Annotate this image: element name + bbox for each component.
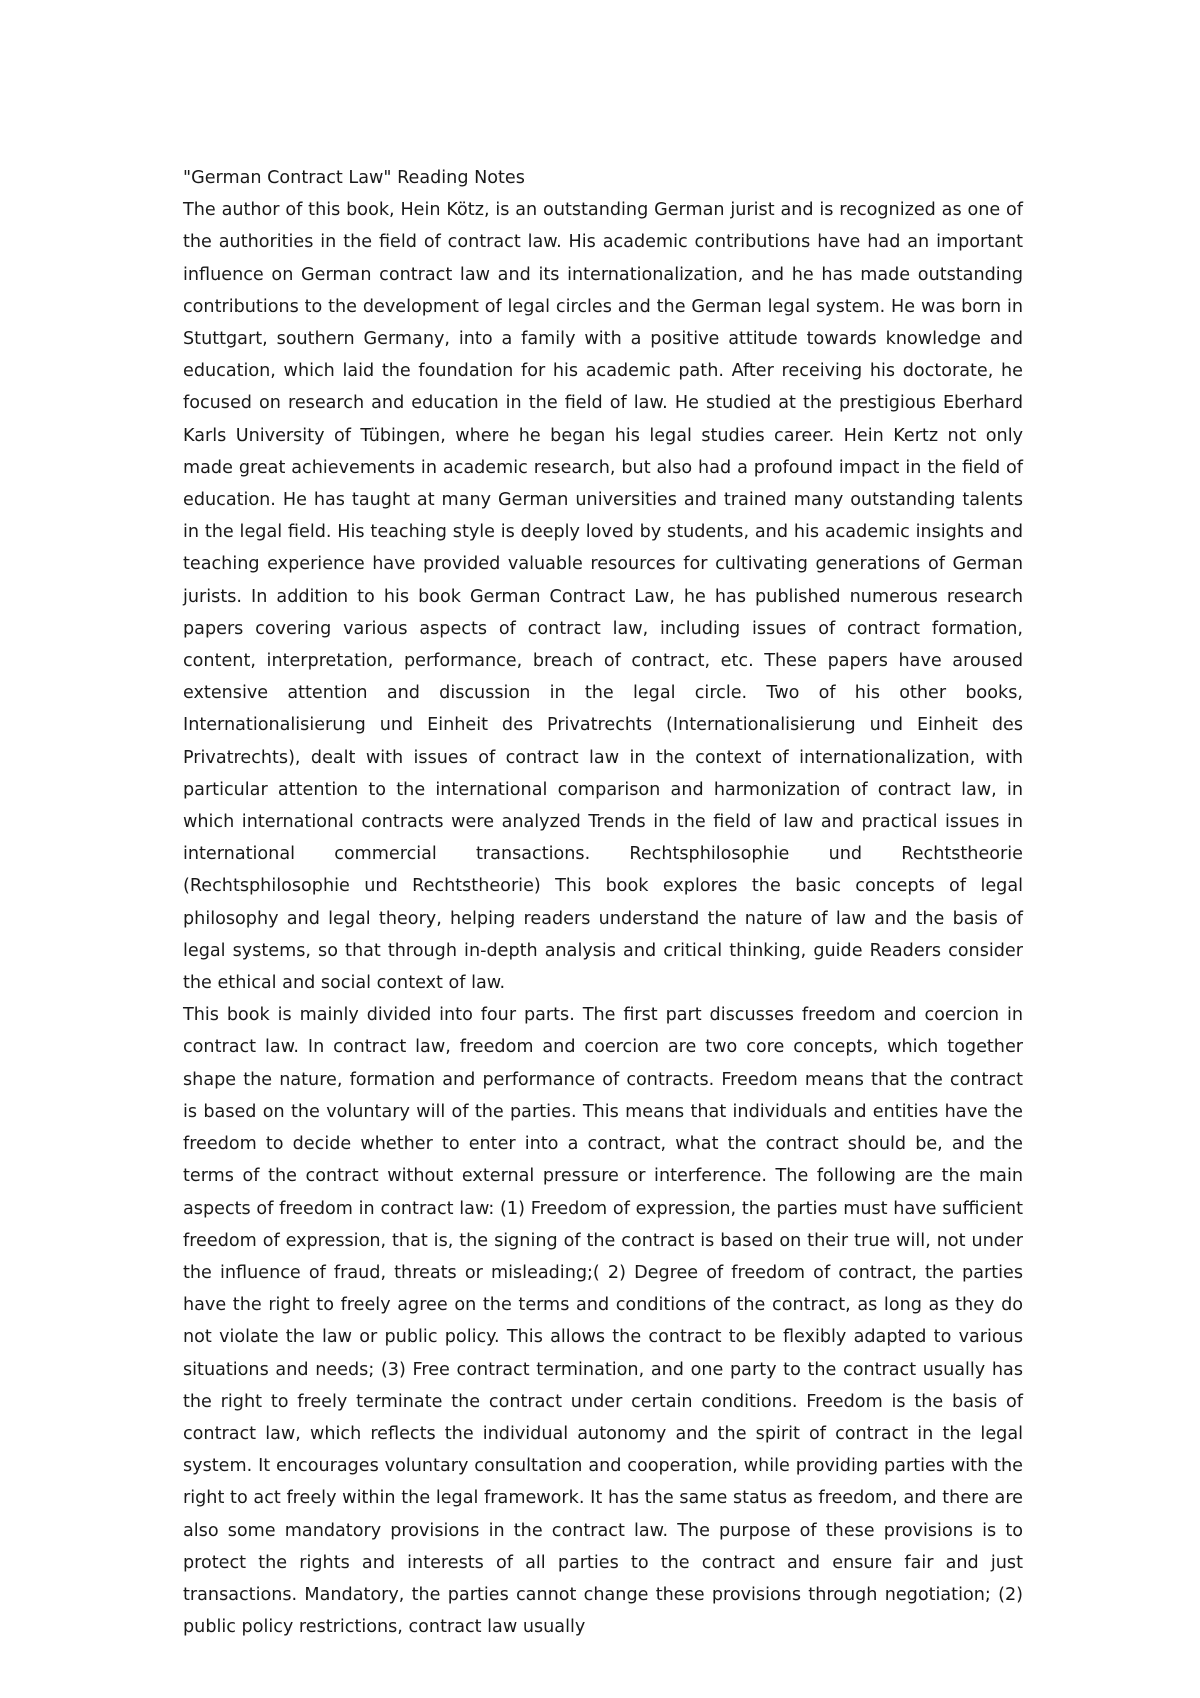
paragraph-author-background: The author of this book, Hein Kötz, is an outstanding German jurist and is recognized as one of the authorities in the field of contract law. His academic contributions have had an important influence on German contract law and its internationalization, and he has made outstanding contributions to the development of legal circles and the German legal system. He was born in Stuttgart, southern Germany, into a family with a positive attitude towards knowledge and education, which laid the foundation for his academic path. After receiving his doctorate, he focused on research and education in the field of law. He studied at the prestigious Eberhard Karls University of Tübingen, where he began his legal studies career. Hein Kertz not only made great achievements in academic research, but also had a profound impact in the field of education. He has taught at many German universities and trained many outstanding talents in the legal field. His teaching style is deeply loved by students, and his academic insights and teaching experience have provided valuable resources for cultivating generations of German jurists. In addition to his book German Contract Law, he has published numerous research papers covering various aspects of contract law, including issues of contract formation, content, interpretation, performance, breach of contract, etc. These papers have aroused extensive attention and discussion in the legal circle. Two of his other books, Internationalisierung und Einheit des Privatrechts (Internationalisierung und Einheit des Privatrechts), dealt with issues of contract law in the context of internationalization, with particular attention to the international comparison and harmonization of contract law, in which international contracts were analyzed Trends in the field of law and practical issues in international commercial transactions. Rechtsphilosophie und Rechtstheorie (Rechtsphilosophie und Rechtstheorie) This book explores the basic concepts of legal philosophy and legal theory, helping readers understand the nature of law and the basis of legal systems, so that through in-depth analysis and critical thinking, guide Readers consider the ethical and social context of law. xyxy=(183,200,1023,994)
paragraph-book-structure: This book is mainly divided into four parts. The first part discusses freedom and coercion in contract law. In contract law, freedom and coercion are two core concepts, which together shape the nature, formation and performance of contracts. Freedom means that the contract is based on the voluntary will of the parties. This means that individuals and entities have the freedom to decide whether to enter into a contract, what the contract should be, and the terms of the contract without external pressure or interference. The following are the main aspects of freedom in contract law: (1) Freedom of expression, the parties must have sufficient freedom of expression, that is, the signing of the contract is based on their true will, not under the influence of fraud, threats or misleading;( 2) Degree of freedom of contract, the parties have the right to freely agree on the terms and conditions of the contract, as long as they do not violate the law or public policy. This allows the contract to be flexibly adapted to various situations and needs; (3) Free contract termination, and one party to the contract usually has the right to freely terminate the contract under certain conditions. Freedom is the basis of contract law, which reflects the individual autonomy and the spirit of contract in the legal system. It encourages voluntary consultation and cooperation, while providing parties with the right to act freely within the legal framework. It has the same status as freedom, and there are also some mandatory provisions in the contract law. The purpose of these provisions is to protect the rights and interests of all parties to the contract and ensure fair and just transactions. Mandatory, the parties cannot change these provisions through negotiation; (2) public policy restrictions, contract law usually xyxy=(183,1005,1023,1638)
document-title: "German Contract Law" Reading Notes xyxy=(183,168,525,188)
document-body xyxy=(183,162,1023,1643)
